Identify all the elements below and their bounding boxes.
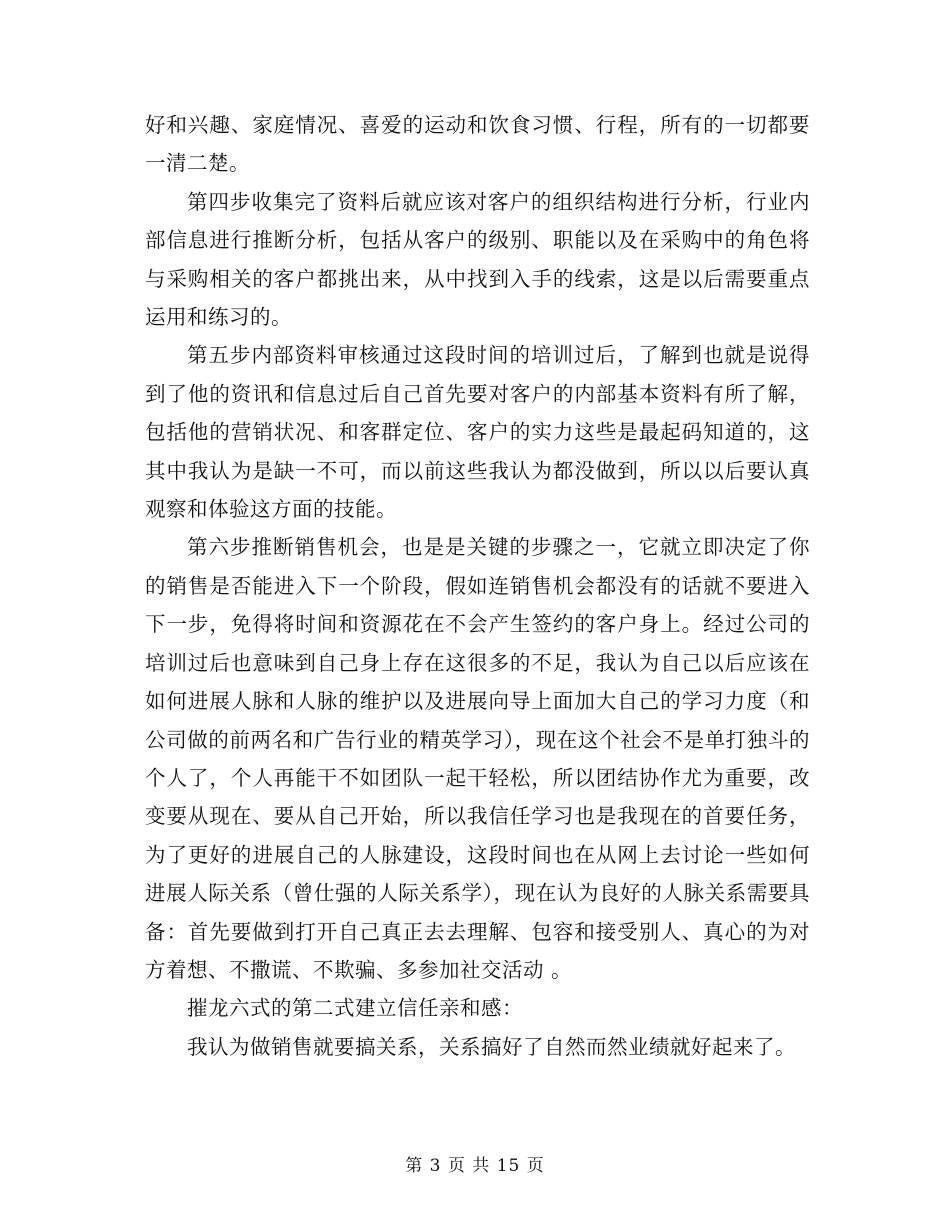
page-footer — [0, 1154, 950, 1178]
document-body — [145, 106, 810, 1066]
paragraph-step-four: 第四步收集完了资料后就应该对客户的组织结构进行分析，行业内部信息进行推断分析，包括从客户的级别、职能以及在采购中的角色将与采购相关的客户都挑出来，从中找到入手的线索，这是以后需要重点运用和练习的。 — [145, 189, 810, 330]
page-number-label: 第 3 页 共 15 页 — [405, 1156, 545, 1176]
paragraph-relationship: 我认为做销售就要搞关系，关系搞好了自然而然业绩就好起来了。 — [187, 1034, 796, 1059]
paragraph-step-five: 第五步内部资料审核通过这段时间的培训过后，了解到也就是说得到了他的资讯和信息过后自己首先要对客户的内部基本资料有所了解，包括他的营销状况、和客群定位、客户的实力这些是最起码知道的，这其中我认为是缺一不可，而以前这些我认为都没做到，所以以后要认真观察和体验这方面的技能。 — [145, 343, 810, 522]
paragraph-continuation: 好和兴趣、家庭情况、喜爱的运动和饮食习惯、行程，所有的一切都要一清二楚。 — [145, 113, 810, 176]
paragraph-section-heading: 摧龙六式的第二式建立信任亲和感： — [187, 996, 523, 1021]
paragraph-step-six: 第六步推断销售机会，也是是关键的步骤之一，它就立即决定了你的销售是否能进入下一个阶段，假如连销售机会都没有的话就不要进入下一步，免得将时间和资源花在不会产生签约的客户身上。经过公司的培训过后也意味到自己身上存在这很多的不足，我认为自己以后应该在如何进展人脉和人脉的维护以及进展向导上面加大自己的学习力度（和公司做的前两名和广告行业的精英学习），现在这个社会不是单打独斗的个人了，个人再能干不如团队一起干轻松，所以团结协作尤为重要，改变要从现在、要从自己开始，所以我信任学习也是我现在的首要任务，为了更好的进展自己的人脉建设，这段时间也在从网上去讨论一些如何进展人际关系（曾仕强的人际关系学），现在认为良好的人脉关系需要具备：首先要做到打开自己真正去去理解、包容和接受别人、真心的为对方着想、不撒谎、不欺骗、多参加社交活动 。 — [145, 535, 810, 982]
